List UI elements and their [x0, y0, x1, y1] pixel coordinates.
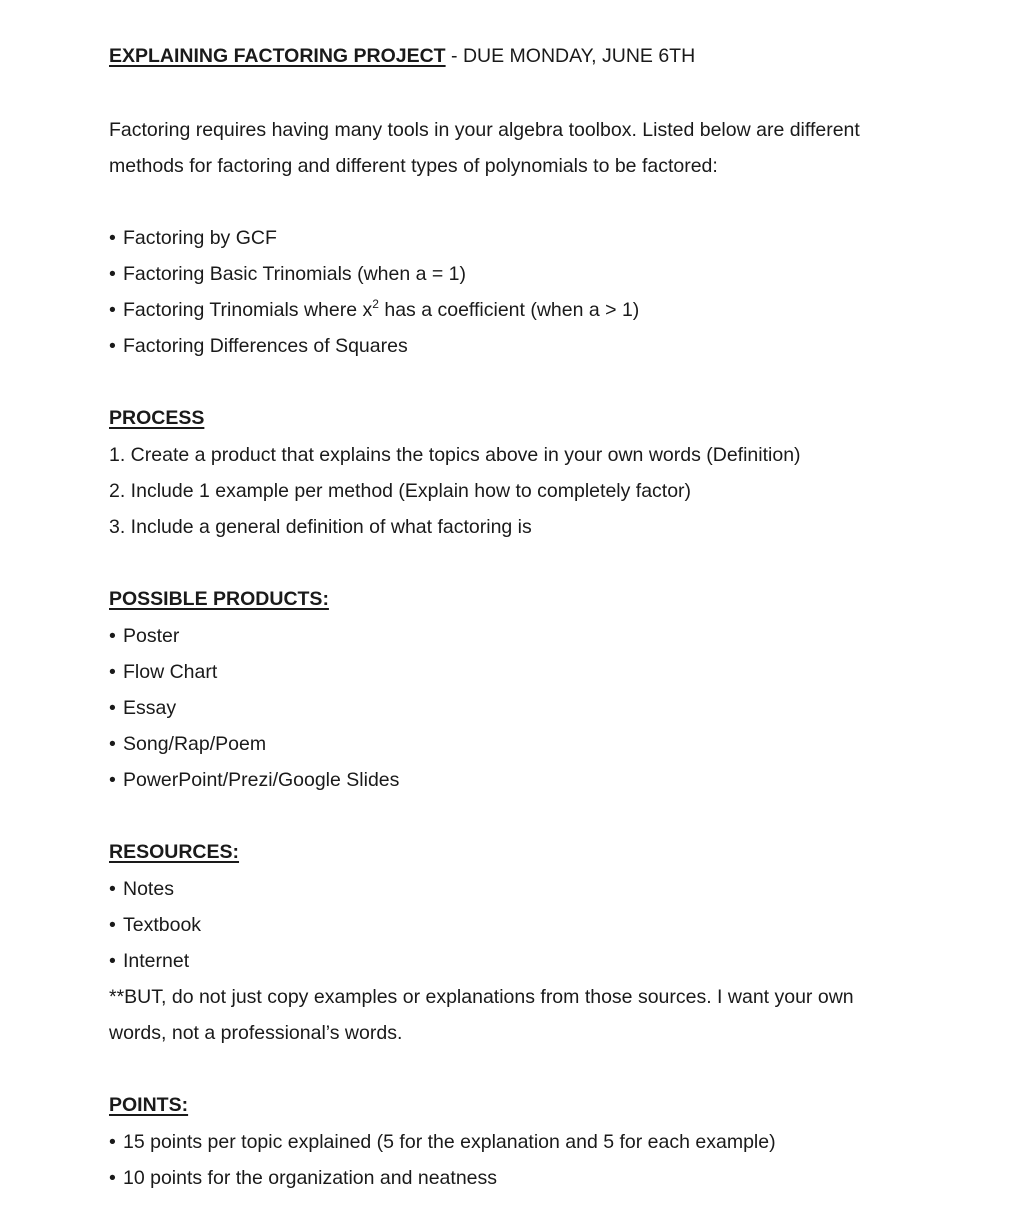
bullet-icon: • — [109, 661, 116, 683]
method-label: Factoring Basic Trinomials (when a = 1) — [123, 263, 467, 285]
bullet-icon: • — [109, 263, 116, 285]
bullet-icon: • — [109, 1167, 116, 1189]
bullet-icon: • — [109, 625, 116, 647]
document-title — [109, 47, 695, 67]
bullet-icon: • — [109, 299, 116, 321]
resource-label: Internet — [123, 950, 190, 972]
points-label: 15 points per topic explained (5 for the explanation and 5 for each example) — [123, 1131, 776, 1153]
method-item — [109, 337, 408, 357]
resources-note-line-1: **BUT, do not just copy examples or explanations from those sources. I want your own — [109, 986, 854, 1008]
points-item — [109, 1169, 497, 1189]
product-item — [109, 627, 179, 647]
method-label: Factoring Trinomials where x — [123, 299, 373, 321]
resource-item — [109, 880, 174, 900]
bullet-icon: • — [109, 950, 116, 972]
product-label: PowerPoint/Prezi/Google Slides — [123, 769, 400, 791]
product-label: Essay — [123, 697, 177, 719]
process-step: 3. Include a general definition of what factoring is — [109, 516, 532, 538]
bullet-icon: • — [109, 1131, 116, 1153]
due-date: - DUE MONDAY, JUNE 6TH — [445, 45, 696, 67]
resource-label: Textbook — [123, 914, 202, 936]
product-label: Flow Chart — [123, 661, 218, 683]
resource-item — [109, 916, 201, 936]
intro-line-2: methods for factoring and different types of polynomials to be factored: — [109, 155, 718, 177]
process-heading: PROCESS — [109, 407, 205, 429]
product-label: Poster — [123, 625, 180, 647]
bullet-icon: • — [109, 914, 116, 936]
resources-note-line-2: words, not a professional’s words. — [109, 1022, 403, 1044]
bullet-icon: • — [109, 697, 116, 719]
resource-item — [109, 952, 189, 972]
method-item — [109, 229, 277, 249]
points-label: 10 points for the organization and neatness — [123, 1167, 498, 1189]
bullet-icon: • — [109, 769, 116, 791]
process-step: 1. Create a product that explains the topics above in your own words (Definition) — [109, 444, 801, 466]
method-item — [109, 297, 640, 321]
method-label-cont: has a coefficient (when a > 1) — [378, 299, 640, 321]
resource-label: Notes — [123, 878, 174, 900]
product-item — [109, 663, 217, 683]
product-item — [109, 735, 266, 755]
product-item — [109, 771, 399, 791]
product-label: Song/Rap/Poem — [123, 733, 267, 755]
bullet-icon: • — [109, 335, 116, 357]
process-step: 2. Include 1 example per method (Explain how to completely factor) — [109, 480, 692, 502]
bullet-icon: • — [109, 733, 116, 755]
bullet-icon: • — [109, 878, 116, 900]
bullet-icon: • — [109, 227, 116, 249]
title-heading: EXPLAINING FACTORING PROJECT — [109, 45, 446, 67]
points-item — [109, 1133, 776, 1153]
product-item — [109, 699, 176, 719]
method-item — [109, 265, 466, 285]
products-heading: POSSIBLE PRODUCTS: — [109, 588, 329, 610]
method-label: Factoring Differences of Squares — [123, 335, 408, 357]
points-heading: POINTS: — [109, 1094, 189, 1116]
method-label: Factoring by GCF — [123, 227, 277, 249]
exponent: 2 — [372, 297, 379, 311]
resources-heading: RESOURCES: — [109, 841, 240, 863]
intro-line-1: Factoring requires having many tools in your algebra toolbox. Listed below are different — [109, 119, 860, 141]
